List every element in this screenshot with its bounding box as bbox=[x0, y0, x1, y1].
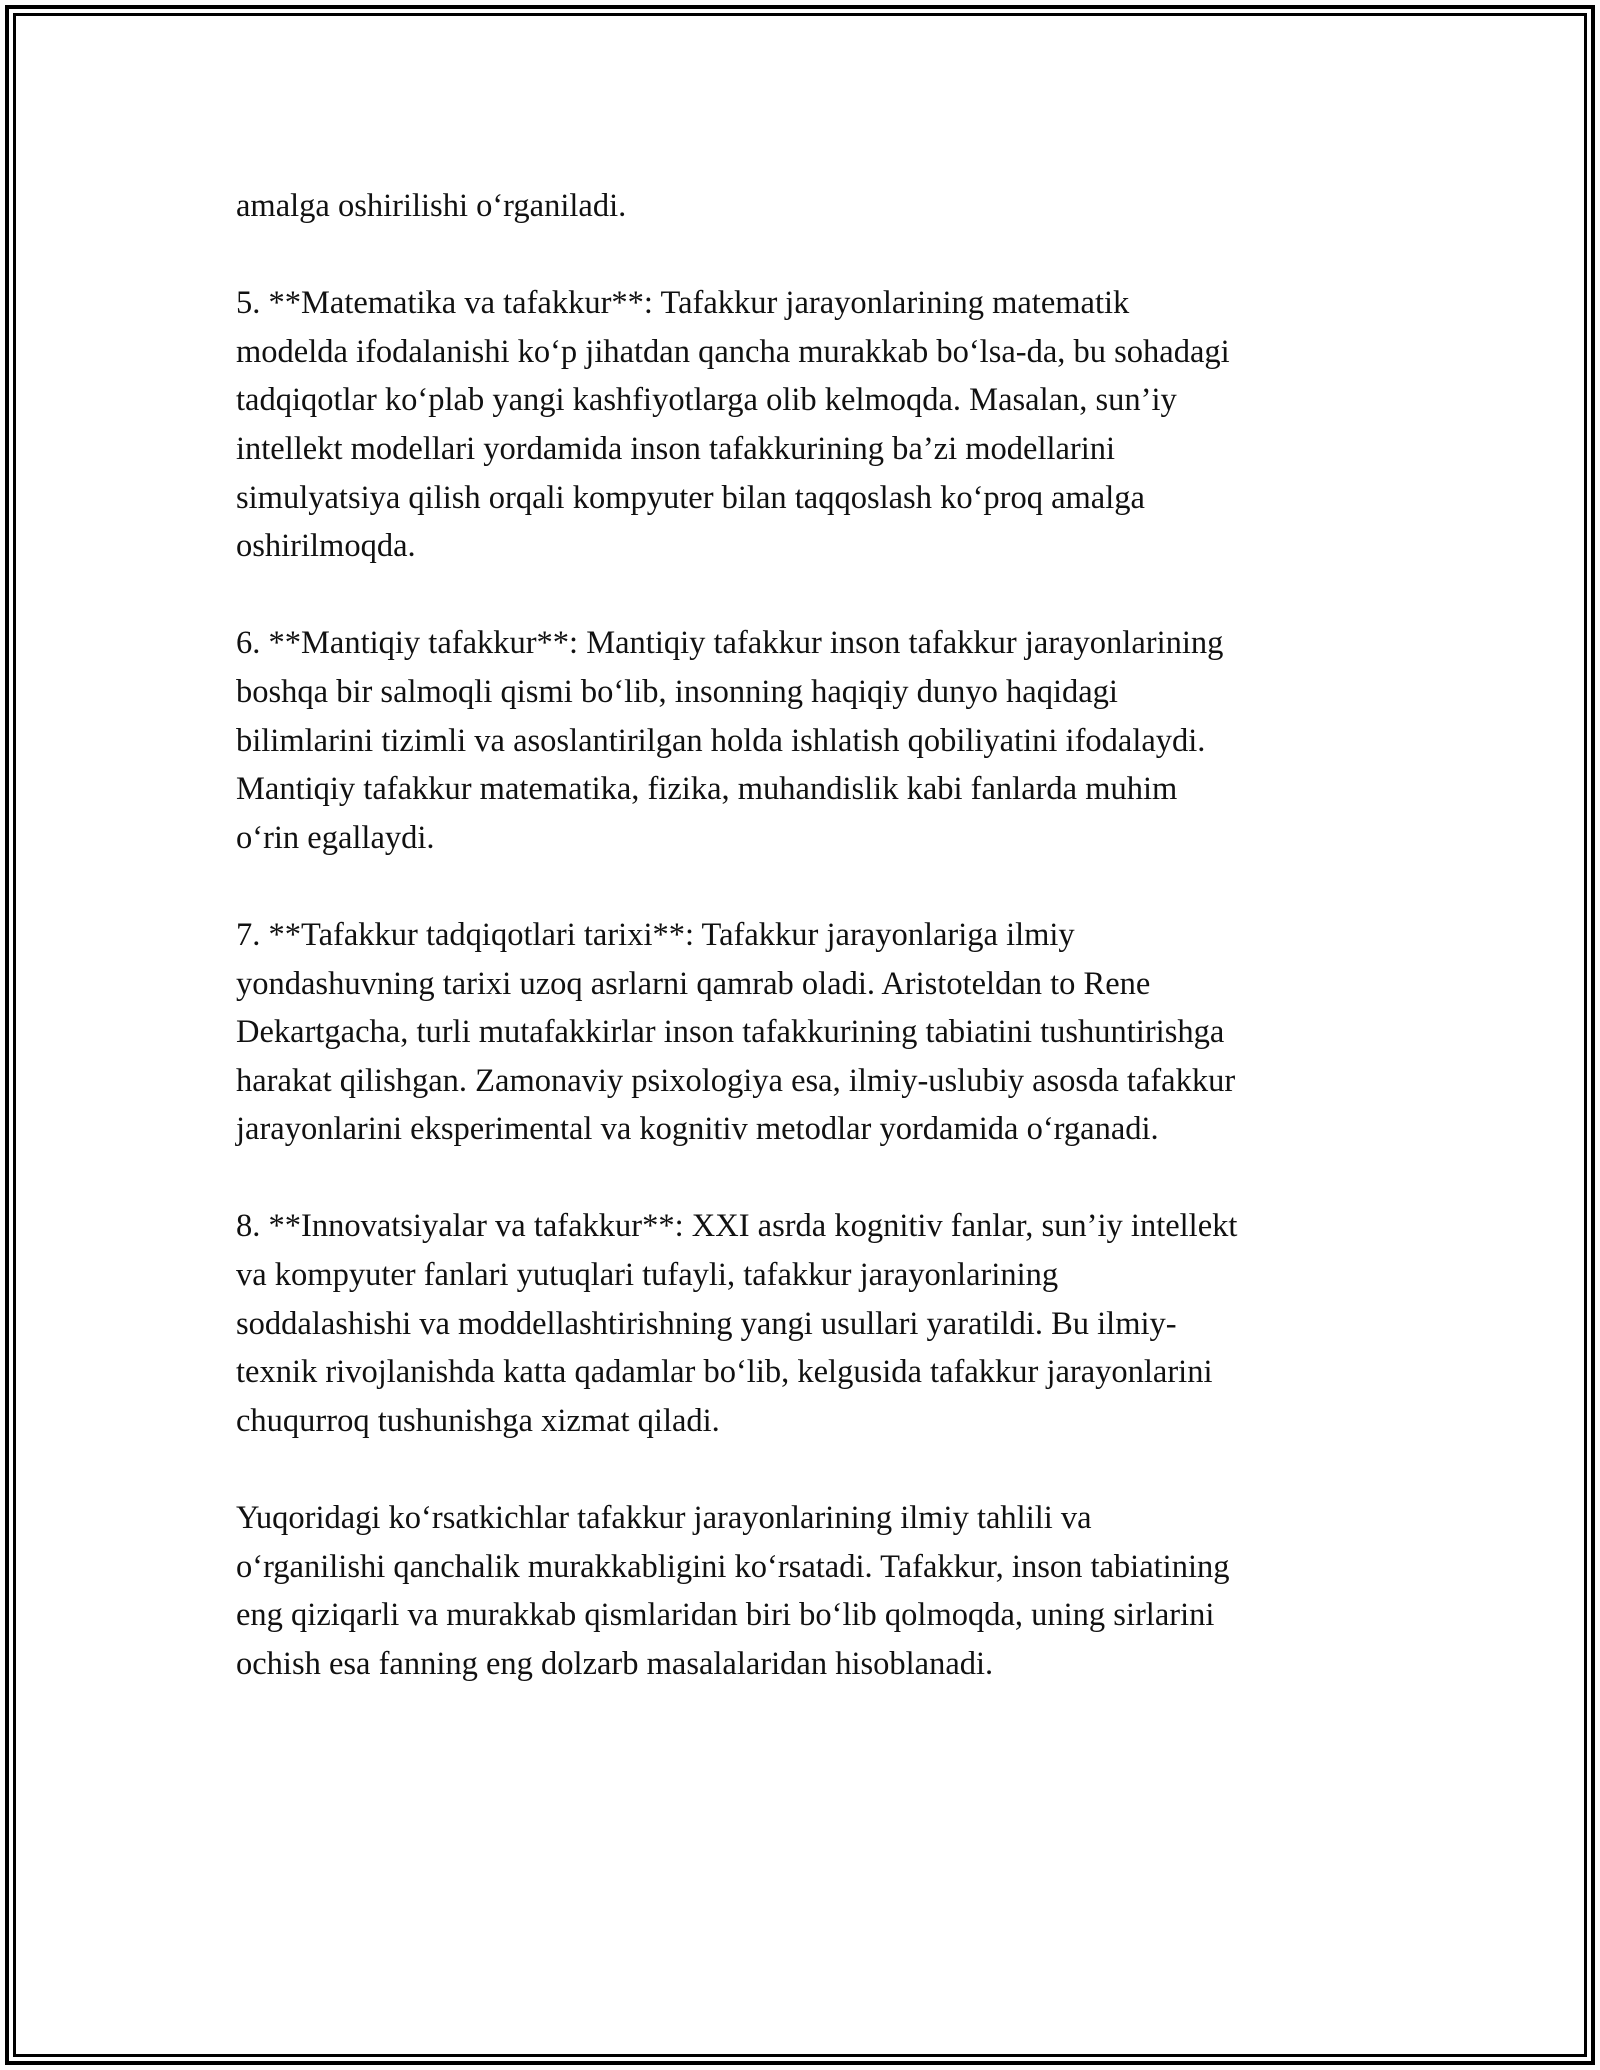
document-body bbox=[236, 182, 1376, 1737]
paragraph-matematika-va-tafakkur: 5. **Matematika va tafakkur**: Tafakkur jarayonlarining matematik modelda ifodalanishi ko‘p jihatdan qancha murakkab bo‘lsa-da, bu sohadagi tadqiqotlar ko‘plab yangi kashfiyotlarga olib kelmoqda. Masalan, sun’iy intellekt modellari yordamida inson tafakkurining ba’zi modellarini simulyatsiya qilish orqali kompyuter bilan taqqoslash ko‘proq amalga oshirilmoqda. bbox=[236, 285, 1230, 565]
paragraph-tafakkur-tadqiqotlari-tarixi: 7. **Tafakkur tadqiqotlari tarixi**: Tafakkur jarayonlariga ilmiy yondashuvning tarixi uzoq asrlarni qamrab oladi. Aristoteldan to Rene Dekartgacha, turli mutafakkirlar inson tafakkurining tabiatini tushuntirishga harakat qilishgan. Zamonaviy psixologiya esa, ilmiy-uslubiy asosda tafakkur jarayonlarini eksperimental va kognitiv metodlar yordamida o‘rganadi. bbox=[236, 916, 1236, 1148]
paragraph-mantiqiy-tafakkur: 6. **Mantiqiy tafakkur**: Mantiqiy tafakkur inson tafakkur jarayonlarining boshqa bir salmoqli qismi bo‘lib, insonning haqiqiy dunyo haqidagi bilimlarini tizimli va asoslantirilgan holda ishlatish qobiliyatini ifodalaydi. Mantiqiy tafakkur matematika, fizika, muhandislik kabi fanlarda muhim o‘rin egallaydi. bbox=[236, 625, 1224, 856]
paragraph-conclusion: Yuqoridagi ko‘rsatkichlar tafakkur jarayonlarining ilmiy tahlili va o‘rganilishi qanchalik murakkabligini ko‘rsatadi. Tafakkur, inson tabiatining eng qiziqarli va murakkab qismlaridan biri bo‘lib qolmoqda, uning sirlarini ochish esa fanning eng dolzarb masalalaridan hisoblanadi. bbox=[236, 1500, 1230, 1682]
paragraph-continuation: amalga oshirilishi o‘rganiladi. bbox=[236, 188, 627, 224]
paragraph-innovatsiyalar-va-tafakkur: 8. **Innovatsiyalar va tafakkur**: XXI asrda kognitiv fanlar, sun’iy intellekt va kompyuter fanlari yutuqlari tufayli, tafakkur jarayonlarining soddalashishi va moddellashtirishning yangi usullari yaratildi. Bu ilmiy- texnik rivojlanishda katta qadamlar bo‘lib, kelgusida tafakkur jarayonlarini chuqurroq tushunishga xizmat qiladi. bbox=[236, 1208, 1238, 1439]
